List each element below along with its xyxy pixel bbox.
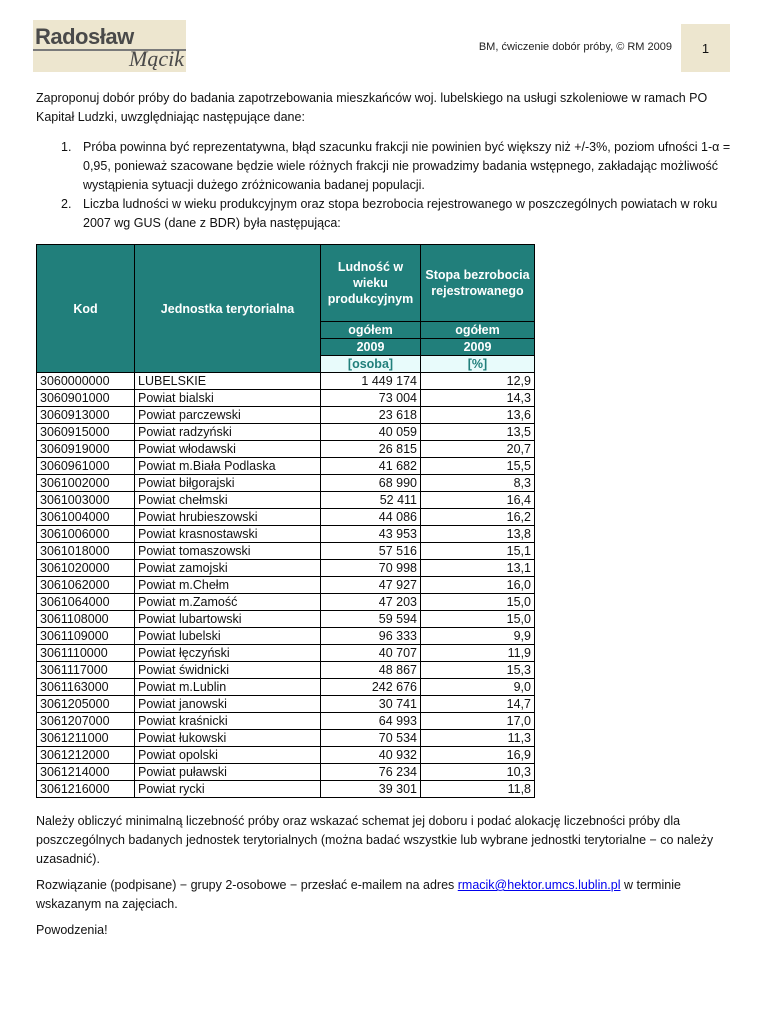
cell-kod: 3061108000 bbox=[37, 611, 135, 628]
cell-unemployment: 9,9 bbox=[421, 628, 535, 645]
cell-kod: 3061018000 bbox=[37, 543, 135, 560]
cell-population: 73 004 bbox=[321, 390, 421, 407]
list-item-text: Próba powinna być reprezentatywna, błąd szacunku frakcji nie powinien być większy niż +/-3%, poziom ufności 1-α = 0,95, ponieważ szacowane będzie wiele różnych frakcji nie prowadzimy badania wstępnego, zakładając możliwość wystąpienia sytuacji dużego zróżnicowania badanej populacji. bbox=[83, 140, 731, 192]
cell-kod: 3060000000 bbox=[37, 373, 135, 390]
cell-unemployment: 10,3 bbox=[421, 764, 535, 781]
page-number: 1 bbox=[681, 24, 730, 72]
cell-unit-name: Powiat m.Biała Podlaska bbox=[135, 458, 321, 475]
cell-unit-name: Powiat bialski bbox=[135, 390, 321, 407]
list-item-number: 2. bbox=[61, 197, 72, 211]
table-row bbox=[37, 492, 535, 509]
cell-unit-name: LUBELSKIE bbox=[135, 373, 321, 390]
cell-unemployment: 13,5 bbox=[421, 424, 535, 441]
cell-unit-name: Powiat rycki bbox=[135, 781, 321, 798]
submission-paragraph bbox=[36, 876, 736, 914]
cell-unit-name: Powiat chełmski bbox=[135, 492, 321, 509]
cell-kod: 3060919000 bbox=[37, 441, 135, 458]
table-row bbox=[37, 764, 535, 781]
cell-kod: 3061003000 bbox=[37, 492, 135, 509]
cell-kod: 3061211000 bbox=[37, 730, 135, 747]
subheader-unemployment-year: 2009 bbox=[421, 339, 535, 356]
cell-population: 57 516 bbox=[321, 543, 421, 560]
table-row bbox=[37, 730, 535, 747]
cell-unemployment: 13,8 bbox=[421, 526, 535, 543]
cell-unit-name: Powiat m.Lublin bbox=[135, 679, 321, 696]
cell-unemployment: 15,0 bbox=[421, 611, 535, 628]
cell-kod: 3061062000 bbox=[37, 577, 135, 594]
cell-population: 70 998 bbox=[321, 560, 421, 577]
cell-kod: 3061163000 bbox=[37, 679, 135, 696]
table-row bbox=[37, 594, 535, 611]
requirements-list bbox=[36, 138, 736, 233]
header-text: BM, ćwiczenie dobór próby, © RM 2009 bbox=[478, 41, 672, 53]
list-item bbox=[36, 195, 736, 233]
cell-unemployment: 20,7 bbox=[421, 441, 535, 458]
cell-unemployment: 15,0 bbox=[421, 594, 535, 611]
cell-population: 23 618 bbox=[321, 407, 421, 424]
cell-population: 47 203 bbox=[321, 594, 421, 611]
cell-population: 68 990 bbox=[321, 475, 421, 492]
cell-unit-name: Powiat biłgorajski bbox=[135, 475, 321, 492]
cell-unemployment: 16,4 bbox=[421, 492, 535, 509]
cell-population: 26 815 bbox=[321, 441, 421, 458]
cell-kod: 3060961000 bbox=[37, 458, 135, 475]
table-body bbox=[37, 373, 535, 798]
table-row bbox=[37, 390, 535, 407]
closing-greeting: Powodzenia! bbox=[36, 923, 108, 937]
cell-unemployment: 15,3 bbox=[421, 662, 535, 679]
cell-unit-name: Powiat radzyński bbox=[135, 424, 321, 441]
cell-kod: 3061020000 bbox=[37, 560, 135, 577]
cell-unit-name: Powiat zamojski bbox=[135, 560, 321, 577]
cell-unit-name: Powiat lubelski bbox=[135, 628, 321, 645]
cell-population: 44 086 bbox=[321, 509, 421, 526]
cell-kod: 3061006000 bbox=[37, 526, 135, 543]
cell-unemployment: 15,5 bbox=[421, 458, 535, 475]
intro-paragraph: Zaproponuj dobór próby do badania zapotrzebowania mieszkańców woj. lubelskiego na usługi szkoleniowe w ramach PO Kapitał Ludzki, uwzględniając następujące dane: bbox=[36, 91, 708, 124]
cell-unemployment: 16,9 bbox=[421, 747, 535, 764]
table-row bbox=[37, 560, 535, 577]
closing-section bbox=[36, 812, 736, 947]
header-kod: Kod bbox=[37, 245, 135, 373]
cell-population: 70 534 bbox=[321, 730, 421, 747]
unit-unemployment: [%] bbox=[421, 356, 535, 373]
table-row bbox=[37, 407, 535, 424]
table-row bbox=[37, 441, 535, 458]
cell-unemployment: 15,1 bbox=[421, 543, 535, 560]
cell-unemployment: 14,3 bbox=[421, 390, 535, 407]
cell-kod: 3061064000 bbox=[37, 594, 135, 611]
list-item bbox=[36, 138, 736, 195]
table-row bbox=[37, 645, 535, 662]
logo-first-name: Radosław bbox=[35, 24, 134, 49]
cell-population: 52 411 bbox=[321, 492, 421, 509]
submission-text-after: w terminie wskazanym na zajęciach. bbox=[36, 878, 681, 911]
cell-unit-name: Powiat hrubieszowski bbox=[135, 509, 321, 526]
cell-unit-name: Powiat parczewski bbox=[135, 407, 321, 424]
header-unemployment: Stopa bezrobocia rejestrowanego bbox=[421, 245, 535, 322]
list-item-text: Liczba ludności w wieku produkcyjnym oraz stopa bezrobocia rejestrowanego w poszczególnych powiatach w roku 2007 wg GUS (dane z BDR) była następująca: bbox=[83, 197, 718, 230]
cell-population: 40 707 bbox=[321, 645, 421, 662]
cell-unemployment: 17,0 bbox=[421, 713, 535, 730]
table-row bbox=[37, 509, 535, 526]
cell-kod: 3061117000 bbox=[37, 662, 135, 679]
cell-unit-name: Powiat świdnicki bbox=[135, 662, 321, 679]
cell-population: 41 682 bbox=[321, 458, 421, 475]
subheader-population-total: ogółem bbox=[321, 322, 421, 339]
table-row bbox=[37, 424, 535, 441]
logo-last-name: Mącik bbox=[129, 46, 184, 71]
population-table bbox=[36, 244, 535, 798]
header-unit-name: Jednostka terytorialna bbox=[135, 245, 321, 373]
cell-unit-name: Powiat m.Zamość bbox=[135, 594, 321, 611]
header-population: Ludność w wieku produkcyjnym bbox=[321, 245, 421, 322]
table-row bbox=[37, 526, 535, 543]
cell-unemployment: 16,2 bbox=[421, 509, 535, 526]
cell-unit-name: Powiat łęczyński bbox=[135, 645, 321, 662]
cell-kod: 3061207000 bbox=[37, 713, 135, 730]
cell-population: 48 867 bbox=[321, 662, 421, 679]
cell-population: 30 741 bbox=[321, 696, 421, 713]
table-row bbox=[37, 475, 535, 492]
cell-unit-name: Powiat łukowski bbox=[135, 730, 321, 747]
table-row bbox=[37, 577, 535, 594]
cell-unit-name: Powiat opolski bbox=[135, 747, 321, 764]
table-row bbox=[37, 373, 535, 390]
cell-unemployment: 13,6 bbox=[421, 407, 535, 424]
cell-kod: 3061212000 bbox=[37, 747, 135, 764]
cell-unemployment: 16,0 bbox=[421, 577, 535, 594]
cell-population: 76 234 bbox=[321, 764, 421, 781]
cell-unemployment: 14,7 bbox=[421, 696, 535, 713]
table-row bbox=[37, 696, 535, 713]
cell-kod: 3060915000 bbox=[37, 424, 135, 441]
cell-unit-name: Powiat janowski bbox=[135, 696, 321, 713]
subheader-population-year: 2009 bbox=[321, 339, 421, 356]
instructions-paragraph: Należy obliczyć minimalną liczebność próby oraz wskazać schemat jej doboru i podać alokację liczebności próby dla poszczególnych badanych jednostek terytorialnych (można badać wszystkie lub wybrane jednostki terytorialne − co należy uzasadnić). bbox=[36, 814, 714, 866]
cell-population: 40 932 bbox=[321, 747, 421, 764]
cell-kod: 3060913000 bbox=[37, 407, 135, 424]
cell-unemployment: 11,3 bbox=[421, 730, 535, 747]
cell-unemployment: 11,8 bbox=[421, 781, 535, 798]
cell-population: 242 676 bbox=[321, 679, 421, 696]
cell-kod: 3061109000 bbox=[37, 628, 135, 645]
cell-unemployment: 9,0 bbox=[421, 679, 535, 696]
subheader-unemployment-total: ogółem bbox=[421, 322, 535, 339]
cell-unemployment: 11,9 bbox=[421, 645, 535, 662]
cell-population: 1 449 174 bbox=[321, 373, 421, 390]
cell-kod: 3061004000 bbox=[37, 509, 135, 526]
cell-population: 59 594 bbox=[321, 611, 421, 628]
unit-population: [osoba] bbox=[321, 356, 421, 373]
cell-kod: 3060901000 bbox=[37, 390, 135, 407]
email-link[interactable]: rmacik@hektor.umcs.lublin.pl bbox=[457, 878, 621, 892]
table-row bbox=[37, 781, 535, 798]
cell-population: 43 953 bbox=[321, 526, 421, 543]
cell-unemployment: 12,9 bbox=[421, 373, 535, 390]
table-row bbox=[37, 747, 535, 764]
table-row bbox=[37, 662, 535, 679]
cell-kod: 3061214000 bbox=[37, 764, 135, 781]
cell-population: 96 333 bbox=[321, 628, 421, 645]
cell-unemployment: 8,3 bbox=[421, 475, 535, 492]
cell-population: 47 927 bbox=[321, 577, 421, 594]
cell-unit-name: Powiat m.Chełm bbox=[135, 577, 321, 594]
cell-kod: 3061002000 bbox=[37, 475, 135, 492]
cell-population: 64 993 bbox=[321, 713, 421, 730]
cell-unit-name: Powiat lubartowski bbox=[135, 611, 321, 628]
list-item-number: 1. bbox=[61, 140, 72, 154]
table-row bbox=[37, 611, 535, 628]
cell-unit-name: Powiat puławski bbox=[135, 764, 321, 781]
table-row bbox=[37, 628, 535, 645]
cell-unit-name: Powiat kraśnicki bbox=[135, 713, 321, 730]
author-logo bbox=[33, 20, 186, 72]
cell-kod: 3061216000 bbox=[37, 781, 135, 798]
table-row bbox=[37, 679, 535, 696]
cell-kod: 3061205000 bbox=[37, 696, 135, 713]
cell-unit-name: Powiat włodawski bbox=[135, 441, 321, 458]
cell-population: 40 059 bbox=[321, 424, 421, 441]
table-row bbox=[37, 543, 535, 560]
cell-unit-name: Powiat tomaszowski bbox=[135, 543, 321, 560]
submission-text-before: Rozwiązanie (podpisane) − grupy 2-osobowe − przesłać e-mailem na adres bbox=[36, 878, 458, 892]
cell-unemployment: 13,1 bbox=[421, 560, 535, 577]
cell-kod: 3061110000 bbox=[37, 645, 135, 662]
table-row bbox=[37, 458, 535, 475]
table-row bbox=[37, 713, 535, 730]
cell-population: 39 301 bbox=[321, 781, 421, 798]
cell-unit-name: Powiat krasnostawski bbox=[135, 526, 321, 543]
